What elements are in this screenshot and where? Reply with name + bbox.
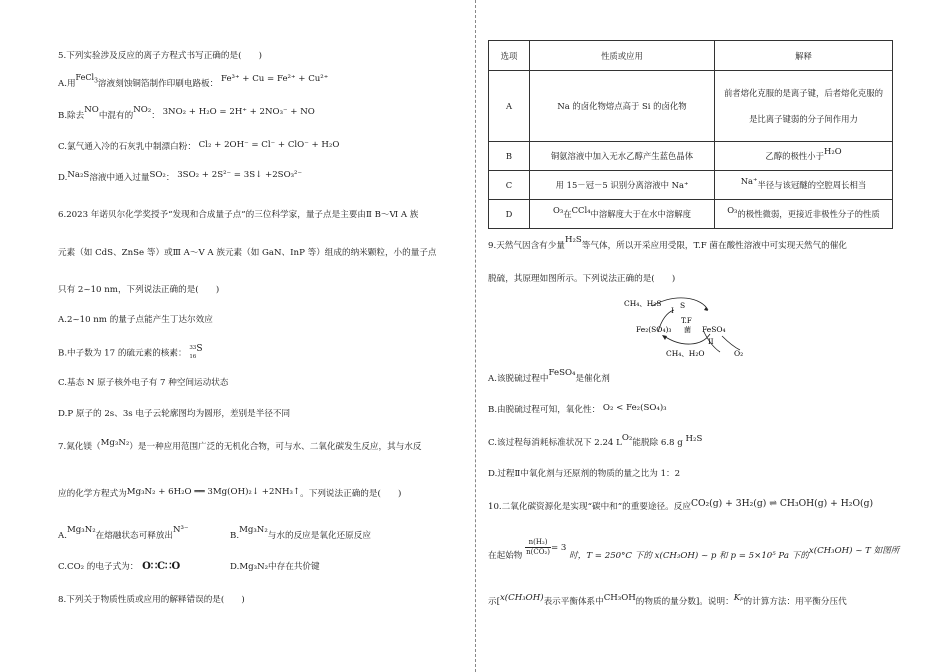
q5-option-d[interactable]: D.Na₂S溶液中通入过量SO₂： 3SO₂ + 2S²⁻ = 3S↓ +2SO₃²⁻ [58,170,303,183]
table-cell-option: B [489,142,530,171]
diagram-step-1: I [671,307,674,315]
table-cell-property: 铜氨溶液中加入无水乙醇产生蓝色晶体 [530,142,715,171]
q6-option-a[interactable]: A.2~10 nm 的量子点能产生丁达尔效应 [58,315,213,325]
diagram-bacteria-label: 菌 [684,326,691,334]
q6-option-c[interactable]: C.基态 N 原子核外电子有 7 种空间运动状态 [58,378,229,388]
table-header: 选项 [489,41,530,71]
left-column [58,0,468,672]
diagram-sulfur: S [680,301,686,310]
q7-option-b[interactable]: B.Mg₃N₂与水的反应是氧化还原反应 [230,525,371,541]
q10-line1: 10.二氧化碳资源化是实现“碳中和”的重要途径。反应CO₂(g) + 3H₂(g) ⇌ CH₃OH(g) + H₂O(g) [488,498,874,512]
diagram-products: CH₄、H₂O [666,349,705,358]
diagram-oxygen: O₂ [734,349,744,358]
q7-line1: 7.氮化镁（Mg₃N₂）是一种应用范围广泛的无机化合物，可与水、二氧化碳发生反应，其与水反 [58,438,422,452]
table-header: 性质或应用 [530,41,715,71]
molar-ratio-fraction: $\frac{\text{n(H₂)}}{\text{n(CO₂)}}$ [526,538,550,556]
table-cell-explanation: Na⁺半径与该冠醚的空腔周长相当 [715,171,893,200]
table-cell-option: A [489,71,530,142]
diagram-bacteria-label: T.F [681,317,692,325]
q5-option-a[interactable]: A.用FeCl$_3$溶液刻蚀铜箔制作印刷电路板： Fe³⁺ + Cu = Fe²⁺ + Cu²⁺ [58,73,329,89]
q7-option-c[interactable]: C.CO₂ 的电子式为： O∷C∷O [58,561,181,572]
nuclide-symbol: 33 16 S [189,344,203,360]
q9-option-b[interactable]: B.由脱硫过程可知，氧化性： O₂ < Fe₂(SO₄)₃ [488,403,667,415]
table-cell-property: Na 的卤化物熔点高于 Si 的卤化物 [530,71,715,142]
q9-line2: 脱硫，其原理如图所示。下列说法正确的是( ) [488,274,676,284]
q6-line1: 6.2023 年诺贝尔化学奖授予“发现和合成量子点”的三位科学家，量子点是主要由Ⅱ B～Ⅵ A 族 [58,210,419,220]
table-cell-option: C [489,171,530,200]
diagram-fe2so43: Fe₂(SO₄)₃ [636,325,672,334]
right-column [488,0,900,672]
q6-line3: 只有 2~10 nm，下列说法正确的是( ) [58,285,220,295]
q7-option-a[interactable]: A.Mg₃N₂在熔融状态可释放出N³⁻ [58,525,189,541]
table-header-row [489,41,893,71]
q8-stem: 8.下列关于物质性质或应用的解释错误的是( ) [58,595,245,605]
table-header: 解释 [715,41,893,71]
q7-option-d[interactable]: D.Mg₃N₂中存在共价键 [230,562,320,572]
table-cell-property: O₃在CCl₄中溶解度大于在水中溶解度 [530,200,715,229]
diagram-step-2: II [708,338,714,346]
q10-line3: 示[x(CH₃OH)表示平衡体系中CH₃OH的物质的量分数]。说明：Kₚ的计算方法：用平衡分压代 [488,593,847,607]
q9-option-c[interactable]: C.该过程每消耗标准状况下 2.24 LO₂能脱除 6.8 g H₂S [488,433,703,448]
q9-option-a[interactable]: A.该脱硫过程中FeSO₄是催化剂 [488,368,610,384]
co2-lewis-structure: O∷C∷O [142,561,181,572]
table-cell-explanation: 前者熔化克服的是离子键，后者熔化克服的 是比离子键弱的分子间作用力 [715,71,893,142]
diagram-reactants: CH₄、H₂S [624,299,662,308]
table-row[interactable] [489,200,893,229]
q7-line2: 应的化学方程式为Mg₃N₂ + 6H₂O ══ 3Mg(OH)₂↓ +2NH₃↑。下列说法正确的是( ) [58,487,402,499]
table-cell-explanation: 乙醇的极性小于H₂O [715,142,893,171]
q6-option-d[interactable]: D.P 原子的 2s、3s 电子云轮廓图均为圆形，差别是半径不同 [58,409,291,419]
q5-option-c[interactable]: C.氯气通入冷的石灰乳中制漂白粉： Cl₂ + 2OH⁻ = Cl⁻ + ClO⁻ + H₂O [58,140,340,152]
q9-option-d[interactable]: D.过程Ⅱ中氧化剂与还原剂的物质的量之比为 1：2 [488,469,681,479]
table-row[interactable] [489,171,893,200]
q5-stem: 5.下列实验涉及反应的离子方程式书写正确的是( ) [58,51,262,61]
q10-line2: 在起始物 $\frac{\text{n(H₂)}}{\text{n(CO₂)}}$ = 3 时，T = 250°C 下的 x(CH₃OH) ~ p 和 p = 5×10⁵ Pa 下的x(CH₃OH) ~ T 如图所 [488,538,900,561]
table-row[interactable] [489,142,893,171]
q5-option-b[interactable]: B.除去NO中混有的NO₂： 3NO₂ + H₂O = 2H⁺ + 2NO₃⁻ + NO [58,105,315,121]
q6-line2: 元素（如 CdS、ZnSe 等）或Ⅲ A～Ⅴ A 族元素（如 GaN、InP 等）组成的纳米颗粒，小的量子点 [58,248,437,258]
column-divider [475,0,476,672]
q9-line1: 9.天然气因含有少量H₂S等气体，所以开采应用受限，T.F 菌在酸性溶液中可实现天然气的催化 [488,235,847,251]
q8-options-table [488,40,893,229]
table-cell-option: D [489,200,530,229]
table-cell-property: 用 15－冠－5 识别分离溶液中 Na⁺ [530,171,715,200]
table-cell-explanation: O₃的极性微弱，更接近非极性分子的性质 [715,200,893,229]
q6-option-b[interactable]: B.中子数为 17 的硫元素的核素： 33 16 S [58,346,205,360]
desulfurization-cycle-diagram [622,294,752,360]
diagram-feso4: FeSO₄ [702,325,726,334]
table-row[interactable] [489,71,893,142]
